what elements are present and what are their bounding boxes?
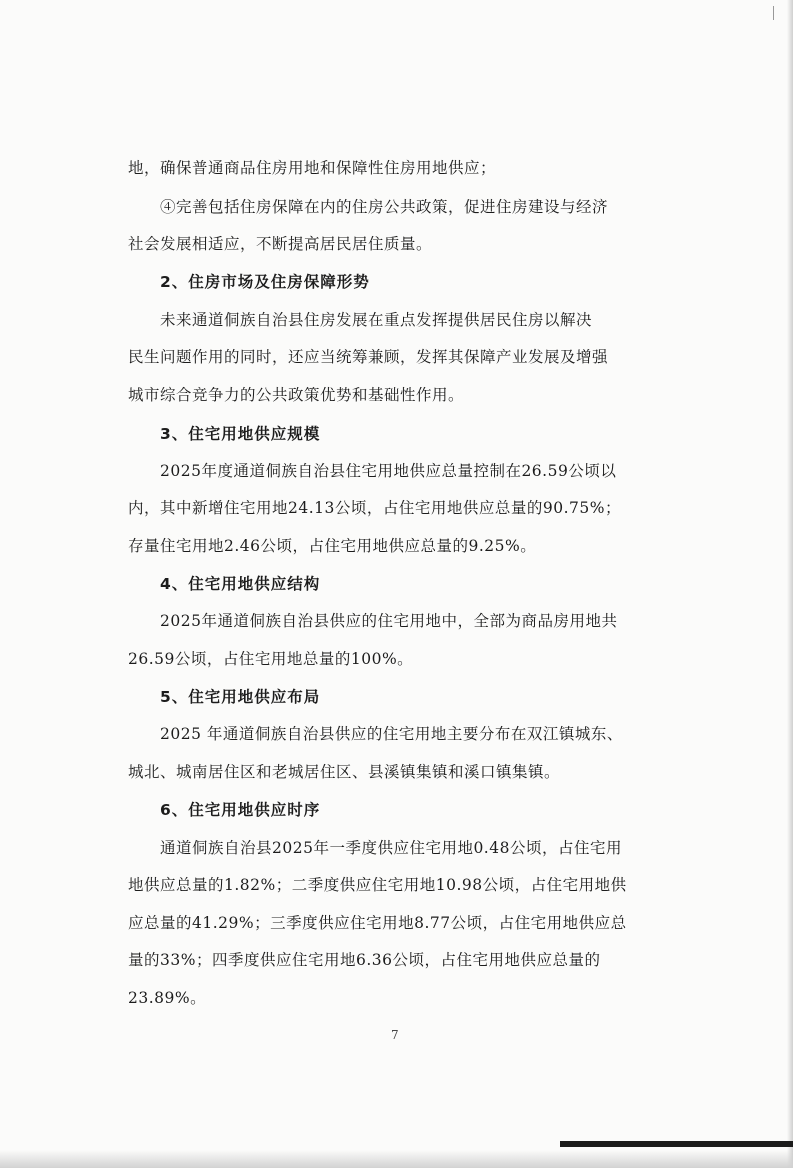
section-heading: 3、住宅用地供应规模 bbox=[160, 425, 321, 443]
scan-edge-bottom bbox=[0, 1150, 793, 1168]
paragraph-line: 2025年度通道侗族自治县住宅用地供应总量控制在26.59公顷以 bbox=[160, 462, 617, 480]
paragraph-line: 26.59公顷，占住宅用地总量的100%。 bbox=[128, 650, 414, 668]
scan-artifact-bar bbox=[560, 1141, 793, 1147]
paragraph-line: ④完善包括住房保障在内的住房公共政策，促进住房建设与经济 bbox=[160, 198, 609, 216]
section-heading: 6、住宅用地供应时序 bbox=[160, 801, 321, 819]
section-heading: 2、住房市场及住房保障形势 bbox=[160, 273, 370, 291]
paragraph-line: 未来通道侗族自治县住房发展在重点发挥提供居民住房以解决 bbox=[160, 311, 593, 329]
page-number: 7 bbox=[391, 1028, 399, 1042]
paragraph-line: 民生问题作用的同时，还应当统筹兼顾，发挥其保障产业发展及增强 bbox=[128, 348, 609, 366]
paragraph-line: 社会发展相适应，不断提高居民居住质量。 bbox=[128, 235, 433, 253]
section-heading: 5、住宅用地供应布局 bbox=[160, 688, 321, 706]
paragraph-line: 23.89%。 bbox=[128, 989, 207, 1007]
paragraph-line: 存量住宅用地2.46公顷，占住宅用地供应总量的9.25%。 bbox=[128, 537, 537, 555]
paragraph-line: 城北、城南居住区和老城居住区、县溪镇集镇和溪口镇集镇。 bbox=[128, 763, 561, 781]
paragraph-line: 地供应总量的1.82%；二季度供应住宅用地10.98公顷，占住宅用地供 bbox=[128, 876, 627, 894]
paragraph-line: 内，其中新增住宅用地24.13公顷，占住宅用地供应总量的90.75%； bbox=[128, 499, 621, 517]
section-heading: 4、住宅用地供应结构 bbox=[160, 575, 321, 593]
paragraph-line: 地，确保普通商品住房用地和保障性住房用地供应； bbox=[128, 159, 497, 177]
scan-artifact-mark bbox=[773, 6, 784, 20]
paragraph-line: 量的33%；四季度供应住宅用地6.36公顷，占住宅用地供应总量的 bbox=[128, 951, 601, 969]
paragraph-line: 城市综合竞争力的公共政策优势和基础性作用。 bbox=[128, 386, 465, 404]
paragraph-line: 通道侗族自治县2025年一季度供应住宅用地0.48公顷，占住宅用 bbox=[160, 839, 622, 857]
scan-edge-right bbox=[787, 0, 793, 1168]
paragraph-line: 2025年通道侗族自治县供应的住宅用地中，全部为商品房用地共 bbox=[160, 612, 618, 630]
paragraph-line: 应总量的41.29%；三季度供应住宅用地8.77公顷，占住宅用地供应总 bbox=[128, 914, 627, 932]
paragraph-line: 2025 年通道侗族自治县供应的住宅用地主要分布在双江镇城东、 bbox=[160, 725, 623, 743]
